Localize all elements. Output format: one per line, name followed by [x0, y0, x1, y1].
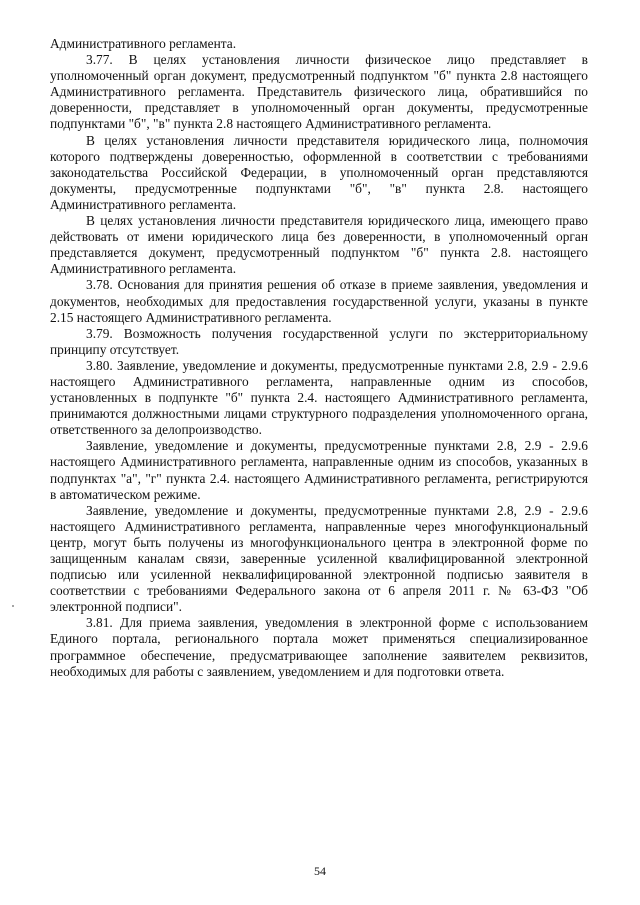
paragraph-3-77: 3.77. В целях установления личности физическое лицо представляет в уполномоченный орган документ, предусмотренный подпунктом "б" пункта 2.8 настоящего Административного регламента. Представитель физического лица, обратившийся по доверенности, представляет в уполномоченный орган документы, предусмотренные подпунктами "б", "в" пункта 2.8 настоящего Административного регламента.: [50, 52, 588, 132]
paragraph-3-79: 3.79. Возможность получения государственной услуги по экстерриториальному принципу отсутствует.: [50, 325, 588, 357]
paragraph-mfc-electronic: Заявление, уведомление и документы, предусмотренные пунктами 2.8, 2.9 - 2.9.6 настоящего Административного регламента, направленные через многофункциональный центр, могут быть получены из многофункционального центра в электронной форме по защищенным каналам связи, заверенные усиленной квалифицированной электронной подписью или усиленной неквалифицированной электронной подписью заявителя в соответствии с требованиями Федерального закона от 6 апреля 2011 г. № 63-ФЗ "Об электронной подписи".: [50, 502, 588, 615]
page-number: 54: [314, 864, 326, 878]
paragraph-continuation: Административного регламента.: [50, 36, 237, 51]
paragraph-3-81: 3.81. Для приема заявления, уведомления в электронной форме с использованием Единого портала, регионального портала может применяться специализированное программное обеспечение, предусматривающее заполнение заявителем реквизитов, необходимых для работы с заявлением, уведомлением и для подготовки ответа.: [50, 615, 588, 679]
document-body: [50, 36, 588, 680]
paragraph-legal-entity-no-proxy: В целях установления личности представителя юридического лица, имеющего право действовать от имени юридического лица без доверенности, в уполномоченный орган представляется документ, предусмотренный подпунктом "б" пункта 2.8. настоящего Административного регламента.: [50, 213, 588, 277]
paragraph-3-78: 3.78. Основания для принятия решения об отказе в приеме заявления, уведомления и документов, необходимых для предоставления государственной услуги, указаны в пункте 2.15 настоящего Административного регламента.: [50, 277, 588, 325]
paragraph-legal-entity-proxy: В целях установления личности представителя юридического лица, полномочия которого подтверждены доверенностью, оформленной в соответствии с требованиями законодательства Российской Федерации, в уполномоченный орган представляются документы, предусмотренные подпунктами "б", "в" пункта 2.8. настоящего Административного регламента.: [50, 132, 588, 212]
paragraph-auto-registration: Заявление, уведомление и документы, предусмотренные пунктами 2.8, 2.9 - 2.9.6 настоящего Административного регламента, направленные одним из способов, указанных в подпунктах "а", "г" пункта 2.4. настоящего Административного регламента, регистрируются в автоматическом режиме.: [50, 438, 588, 502]
paragraph-3-80: 3.80. Заявление, уведомление и документы, предусмотренные пунктами 2.8, 2.9 - 2.9.6 настоящего Административного регламента, направленные одним из способов, установленных в подпункте "б" пункта 2.4. настоящего Административного регламента, принимаются должностными лицами структурного подразделения уполномоченного органа, ответственного за делопроизводство.: [50, 357, 588, 438]
margin-speck: [12, 605, 14, 607]
